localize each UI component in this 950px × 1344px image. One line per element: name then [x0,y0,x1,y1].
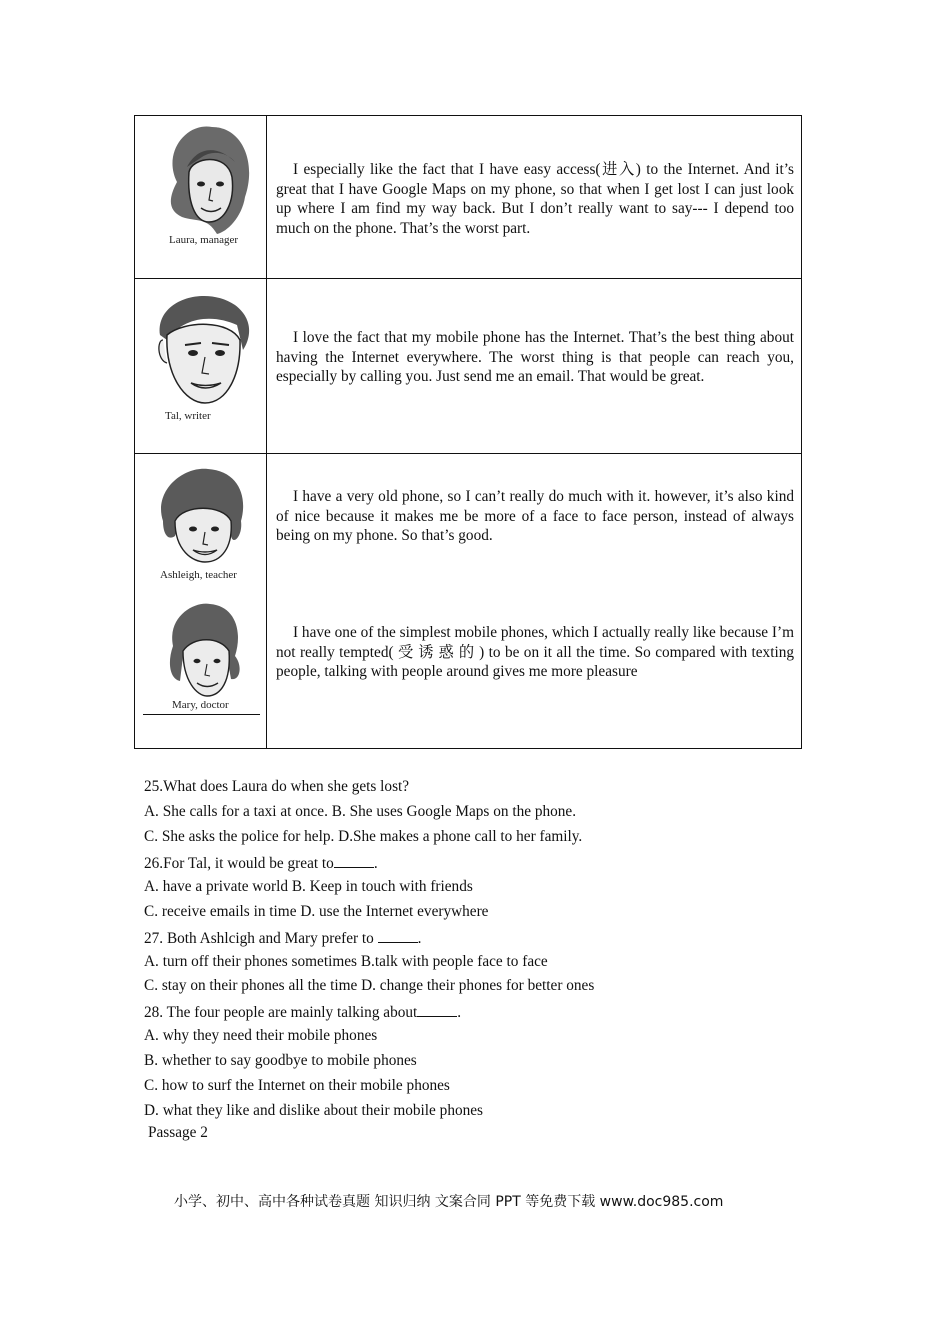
laura-caption: Laura, manager [169,234,239,246]
page-footer: 小学、初中、高中各种试卷真题 知识归纳 文案合同 PPT 等免费下载 www.doc985.com [174,1194,724,1210]
question-25-options-cd: C. She asks the police for help. D.She makes a phone call to her family. [144,828,583,845]
mary-caption: Mary, doctor [172,699,229,711]
table-row-laura [135,116,801,279]
tal-portrait [145,285,255,415]
question-28-option-d: D. what they like and dislike about their mobile phones [144,1102,484,1119]
ashleigh-caption: Ashleigh, teacher [160,569,237,581]
question-25: 25.What does Laura do when she gets lost? [144,778,410,795]
question-28-text: 28. The four people are mainly talking about [144,1004,418,1021]
reading-table [134,115,802,749]
question-27-options-ab: A. turn off their phones sometimes B.talk with people face to face [144,953,548,970]
mary-portrait [165,601,243,701]
mary-caption-underline [143,714,260,715]
mary-text: I have one of the simplest mobile phones, which I actually really like because I’m not really tempted( 受 诱 惑 的 ) to be on it all the time. So compared with texting people, talking with people around gives me more pleasure [276,624,794,681]
question-26-options-ab: A. have a private world B. Keep in touch with friends [144,878,473,895]
laura-text: I especially like the fact that I have easy access(进入) to the Internet. And it’s great that I have Google Maps on my phone, so that when I get lost I can just look up where I am find my way back. But I don’t really want to say--- I depend too much on the phone. That’s the worst part. [276,161,794,237]
ashleigh-text: I have a very old phone, so I can’t really do much with it. however, it’s also kind of nice because it makes me be more of a face to face person, instead of always being on my phone. So that’s good. [276,488,794,545]
laura-portrait [157,122,257,240]
question-26-options-cd: C. receive emails in time D. use the Internet everywhere [144,903,489,920]
question-28-option-b: B. whether to say goodbye to mobile phones [144,1052,417,1069]
question-28: 28. The four people are mainly talking about . [144,1004,462,1021]
question-28-option-c: C. how to surf the Internet on their mobile phones [144,1077,450,1094]
tal-text: I love the fact that my mobile phone has the Internet. That’s the best thing about having the Internet everywhere. The worst thing is that people can reach you, especially by calling you. Just send me an email. That would be great. [276,329,794,386]
question-27-options-cd: C. stay on their phones all the time D. change their phones for better ones [144,977,595,994]
answer-blank [334,853,374,868]
ashleigh-portrait [153,466,249,566]
tal-caption: Tal, writer [165,410,211,422]
answer-blank [417,1002,457,1017]
question-26: 26.For Tal, it would be great to . [144,855,378,872]
table-row-ashleigh-mary [135,454,801,749]
question-27: 27. Both Ashlcigh and Mary prefer to . [144,930,422,947]
question-27-text: 27. Both Ashlcigh and Mary prefer to [144,930,378,947]
passage-heading: Passage 2 [148,1124,208,1141]
question-26-text: 26.For Tal, it would be great to [144,855,334,872]
question-28-option-a: A. why they need their mobile phones [144,1027,378,1044]
answer-blank [378,928,418,943]
table-row-tal [135,279,801,454]
question-25-options-ab: A. She calls for a taxi at once. B. She uses Google Maps on the phone. [144,803,577,820]
